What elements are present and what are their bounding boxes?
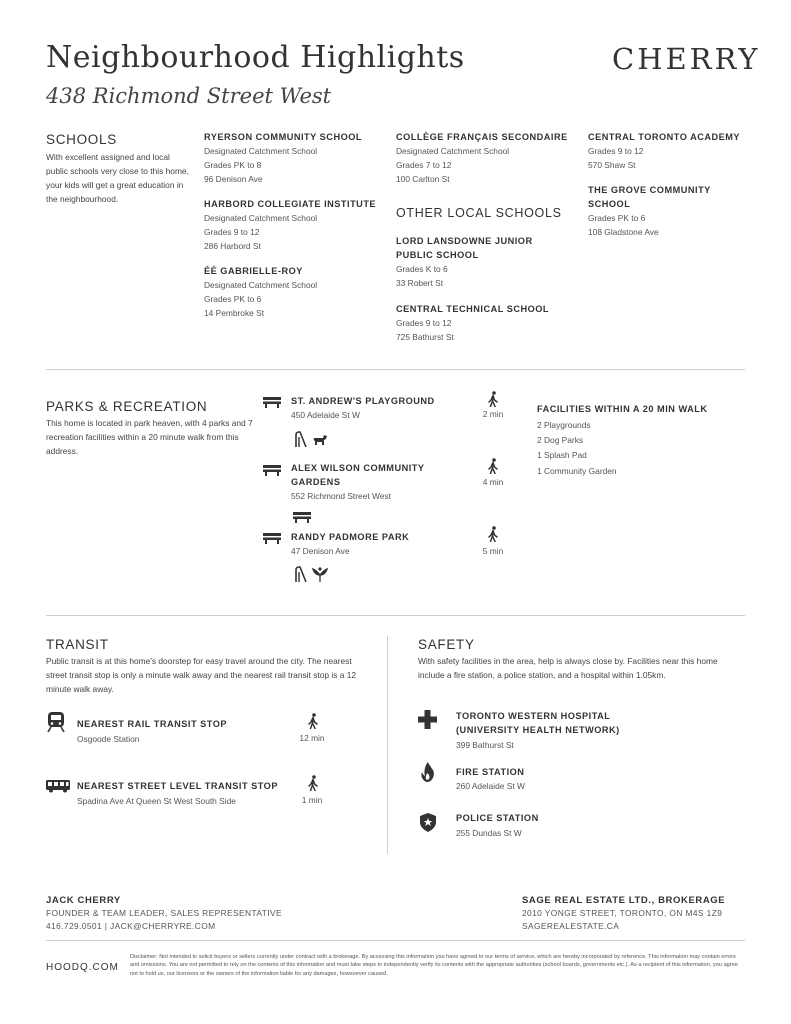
street-stop-name: Spadina Ave At Queen St West South Side xyxy=(77,796,236,806)
facility-item: 1 Community Garden xyxy=(537,466,617,476)
playground-slide-icon xyxy=(294,566,308,582)
school-type: Designated Catchment School xyxy=(204,213,318,223)
rail-stop-name: Osgoode Station xyxy=(77,734,140,744)
street-stop-label: NEAREST STREET LEVEL TRANSIT STOP xyxy=(77,781,278,791)
school-grades: Grades 9 to 12 xyxy=(396,318,452,328)
park-address: 450 Adelaide St W xyxy=(291,410,360,420)
school-grades: Grades 9 to 12 xyxy=(588,146,644,156)
brokerage-address: 2010 YONGE STREET, TORONTO, ON M4S 1Z9 xyxy=(522,908,723,918)
park-name: ST. ANDREW'S PLAYGROUND xyxy=(291,396,435,406)
fire-station-name: FIRE STATION xyxy=(456,767,525,777)
disclaimer-text: Disclaimer: Not intended to solicit buyers or sellers currently under contract with a brokerage. By accessing this information you have agreed to our terms of service, which are hereby incorporated by reference. This information may contain errors and omissions. You are not permitted to rely on the contents of this information and must take steps to independently verify its contents with the appropriate authorities (school boards, governments etc.). As a recipient of this information, you agree not to hold us, our licensors or the owners of the information liable for any damages, howsoever caused. xyxy=(130,954,738,977)
school-grades: Grades 7 to 12 xyxy=(396,160,452,170)
school-name: CENTRAL TORONTO ACADEMY xyxy=(588,132,741,142)
school-address: 33 Robert St xyxy=(396,278,444,288)
facility-item: 2 Playgrounds xyxy=(537,420,591,430)
column-divider xyxy=(387,636,388,854)
school-grades: Grades PK to 8 xyxy=(204,160,262,170)
school-type: Designated Catchment School xyxy=(396,146,510,156)
schools-heading: SCHOOLS xyxy=(46,132,117,147)
facility-item: 2 Dog Parks xyxy=(537,435,584,445)
dog-park-icon xyxy=(312,433,328,446)
school-entry xyxy=(204,130,384,186)
school-address: 108 Gladstone Ave xyxy=(588,227,659,237)
bench-icon xyxy=(262,532,282,544)
section-divider xyxy=(46,369,745,370)
schools-description: With excellent assigned and local public schools very close to this home, your kids will get a great education in the neighbourhood. xyxy=(46,152,189,204)
property-address: 438 Richmond Street West xyxy=(46,84,332,108)
park-address: 552 Richmond Street West xyxy=(291,491,391,501)
walking-icon xyxy=(307,775,319,791)
walking-icon xyxy=(487,458,499,474)
walking-icon xyxy=(487,391,499,407)
walking-icon xyxy=(307,713,319,729)
fire-station-address: 260 Adelaide St W xyxy=(456,781,525,791)
parks-description: This home is located in park heaven, with 4 parks and 7 recreation facilities within a 20 minute walk from this address. xyxy=(46,418,253,456)
section-divider xyxy=(46,615,745,616)
playground-slide-icon xyxy=(294,431,308,447)
school-grades: Grades PK to 6 xyxy=(204,294,262,304)
walk-time: 12 min xyxy=(299,733,325,743)
bench-icon xyxy=(262,464,282,476)
transit-heading: TRANSIT xyxy=(46,637,109,652)
school-address: 725 Bathurst St xyxy=(396,332,454,342)
school-address: 570 Shaw St xyxy=(588,160,636,170)
parks-heading: PARKS & RECREATION xyxy=(46,399,208,414)
school-grades: Grades 9 to 12 xyxy=(204,227,260,237)
school-name: ÉÉ GABRIELLE-ROY xyxy=(204,266,303,276)
hoodq-link[interactable]: HOODQ.COM xyxy=(46,962,119,973)
school-grades: Grades K to 6 xyxy=(396,264,448,274)
rail-stop-label: NEAREST RAIL TRANSIT STOP xyxy=(77,719,227,729)
park-address: 47 Denison Ave xyxy=(291,546,350,556)
school-name: RYERSON COMMUNITY SCHOOL xyxy=(204,132,362,142)
fire-icon xyxy=(420,761,435,783)
police-station-address: 255 Dundas St W xyxy=(456,828,522,838)
school-name: LORD LANSDOWNE JUNIOR PUBLIC SCHOOL xyxy=(396,236,533,260)
agent-contact[interactable]: 416.729.0501 | JACK@CHERRYRE.COM xyxy=(46,921,216,931)
facility-item: 1 Splash Pad xyxy=(537,450,587,460)
hospital-name: TORONTO WESTERN HOSPITAL (UNIVERSITY HEALTH NETWORK) xyxy=(456,711,620,735)
brokerage-website-link[interactable]: SAGEREALESTATE.CA xyxy=(522,921,620,931)
police-station-name: POLICE STATION xyxy=(456,813,539,823)
police-badge-icon xyxy=(420,813,436,832)
footer-divider xyxy=(46,940,745,941)
school-address: 96 Denison Ave xyxy=(204,174,263,184)
school-entry xyxy=(396,130,576,186)
train-icon xyxy=(47,711,65,733)
agent-title: FOUNDER & TEAM LEADER, SALES REPRESENTATIVE xyxy=(46,908,282,918)
school-type: Designated Catchment School xyxy=(204,146,318,156)
park-name: ALEX WILSON COMMUNITY GARDENS xyxy=(291,463,425,487)
walk-time: 1 min xyxy=(301,795,323,805)
bus-icon xyxy=(45,779,71,793)
walk-time: 2 min xyxy=(482,409,504,419)
splash-pad-icon xyxy=(312,566,328,582)
page-title: Neighbourhood Highlights xyxy=(46,40,465,75)
hospital-cross-icon xyxy=(418,710,437,729)
school-name: COLLÈGE FRANÇAIS SECONDAIRE xyxy=(396,132,568,142)
school-address: 14 Pembroke St xyxy=(204,308,265,318)
school-address: 286 Harbord St xyxy=(204,241,261,251)
safety-description: With safety facilities in the area, help is always close by. Facilities near this home include a fire station, a police station, and a hospital within 1.05km. xyxy=(418,656,718,680)
school-entry xyxy=(588,130,768,172)
school-address: 100 Carlton St xyxy=(396,174,450,184)
school-grades: Grades PK to 6 xyxy=(588,213,646,223)
walk-time: 5 min xyxy=(482,546,504,556)
school-type: Designated Catchment School xyxy=(204,280,318,290)
transit-description: Public transit is at this home's doorstep for easy travel around the city. The nearest street transit stop is only a minute walk away and the nearest rail transit stop is a 12 minute walk away. xyxy=(46,656,357,694)
school-name: HARBORD COLLEGIATE INSTITUTE xyxy=(204,199,377,209)
bench-icon xyxy=(262,396,282,408)
hospital-address: 399 Bathurst St xyxy=(456,740,514,750)
brokerage-name: SAGE REAL ESTATE LTD., BROKERAGE xyxy=(522,895,726,906)
agent-name: JACK CHERRY xyxy=(46,895,121,906)
park-name: RANDY PADMORE PARK xyxy=(291,532,410,542)
facilities-heading: FACILITIES WITHIN A 20 MIN WALK xyxy=(537,404,708,414)
school-entry xyxy=(396,302,576,344)
school-name: THE GROVE COMMUNITY SCHOOL xyxy=(588,185,711,209)
safety-heading: SAFETY xyxy=(418,637,475,652)
community-garden-icon xyxy=(292,511,312,523)
other-schools-heading: OTHER LOCAL SCHOOLS xyxy=(396,206,562,220)
walk-time: 4 min xyxy=(482,477,504,487)
brand-logo: CHERRY xyxy=(612,42,761,76)
school-name: CENTRAL TECHNICAL SCHOOL xyxy=(396,304,550,314)
school-entry xyxy=(204,197,384,253)
school-entry xyxy=(204,264,384,320)
school-entry xyxy=(588,183,713,239)
school-entry xyxy=(396,234,546,290)
walking-icon xyxy=(487,526,499,542)
